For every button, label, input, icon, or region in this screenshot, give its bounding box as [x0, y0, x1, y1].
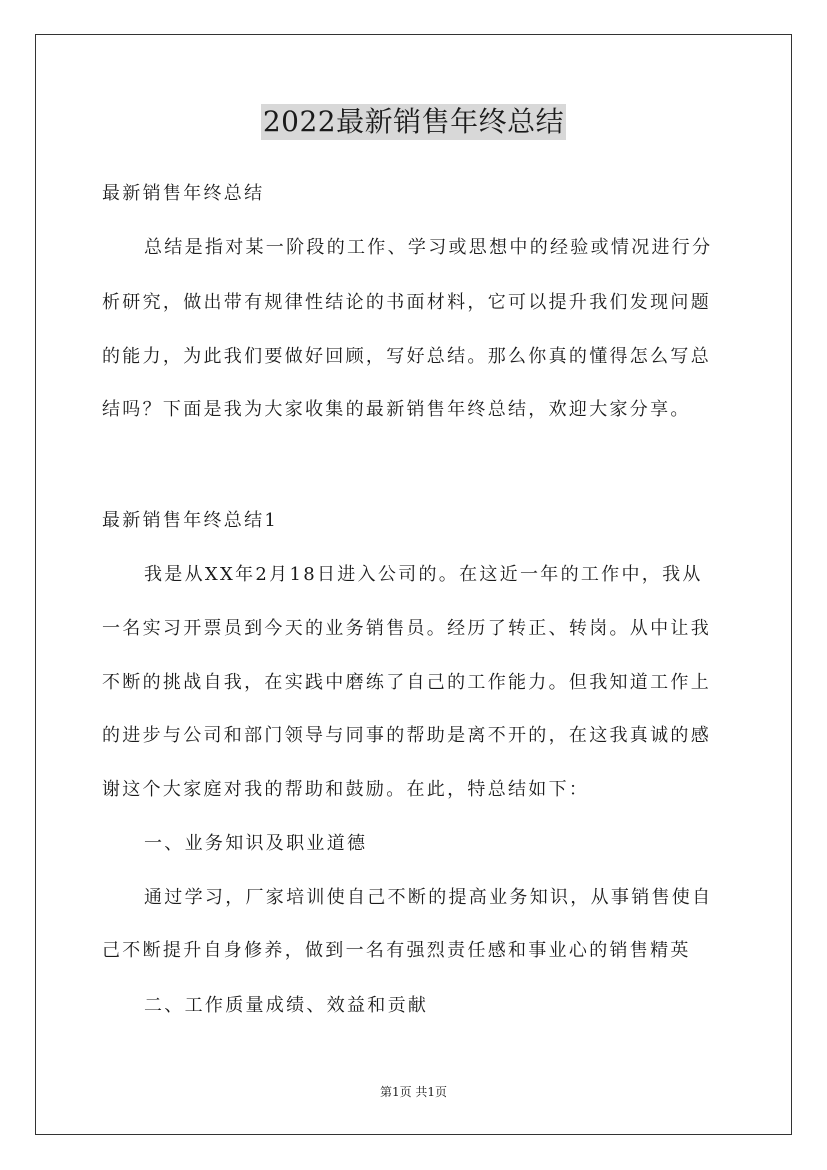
- paragraph-line: 不断的挑战自我，在实践中磨练了自己的工作能力。但我知道工作上: [102, 672, 711, 693]
- paragraph-line: 通过学习，厂家培训使自己不断的提高业务知识，从事销售使自: [144, 887, 713, 908]
- paragraph-line: 一名实习开票员到今天的业务销售员。经历了转正、转岗。从中让我: [102, 618, 711, 639]
- paragraph-line: 的能力，为此我们要做好回顾，写好总结。那么你真的懂得怎么写总: [102, 346, 711, 367]
- page-footer: 第1页 共1页: [379, 1085, 448, 1099]
- paragraph-line: 总结是指对某一阶段的工作、学习或思想中的经验或情况进行分: [144, 237, 713, 258]
- paragraph-line: 结吗？下面是我为大家收集的最新销售年终总结，欢迎大家分享。: [102, 399, 691, 420]
- paragraph-line: 谢这个大家庭对我的帮助和鼓励。在此，特总结如下：: [102, 779, 590, 800]
- section-heading: 最新销售年终总结1: [102, 510, 279, 531]
- subsection-heading: 一、业务知识及职业道德: [144, 833, 368, 854]
- title-wrap: [0, 104, 827, 140]
- paragraph-line: 我是从XX年2月18日进入公司的。在这近一年的工作中，我从: [144, 564, 703, 585]
- document-title: 2022最新销售年终总结: [262, 105, 565, 138]
- paragraph-line: 己不断提升自身修养，做到一名有强烈责任感和事业心的销售精英: [102, 940, 691, 961]
- subsection-heading: 二、工作质量成绩、效益和贡献: [144, 995, 429, 1016]
- paragraph-line: 的进步与公司和部门领导与同事的帮助是离不开的，在这我真诚的感: [102, 725, 711, 746]
- paragraph-line: 析研究，做出带有规律性结论的书面材料，它可以提升我们发现问题: [102, 292, 711, 313]
- section-heading: 最新销售年终总结: [102, 183, 265, 204]
